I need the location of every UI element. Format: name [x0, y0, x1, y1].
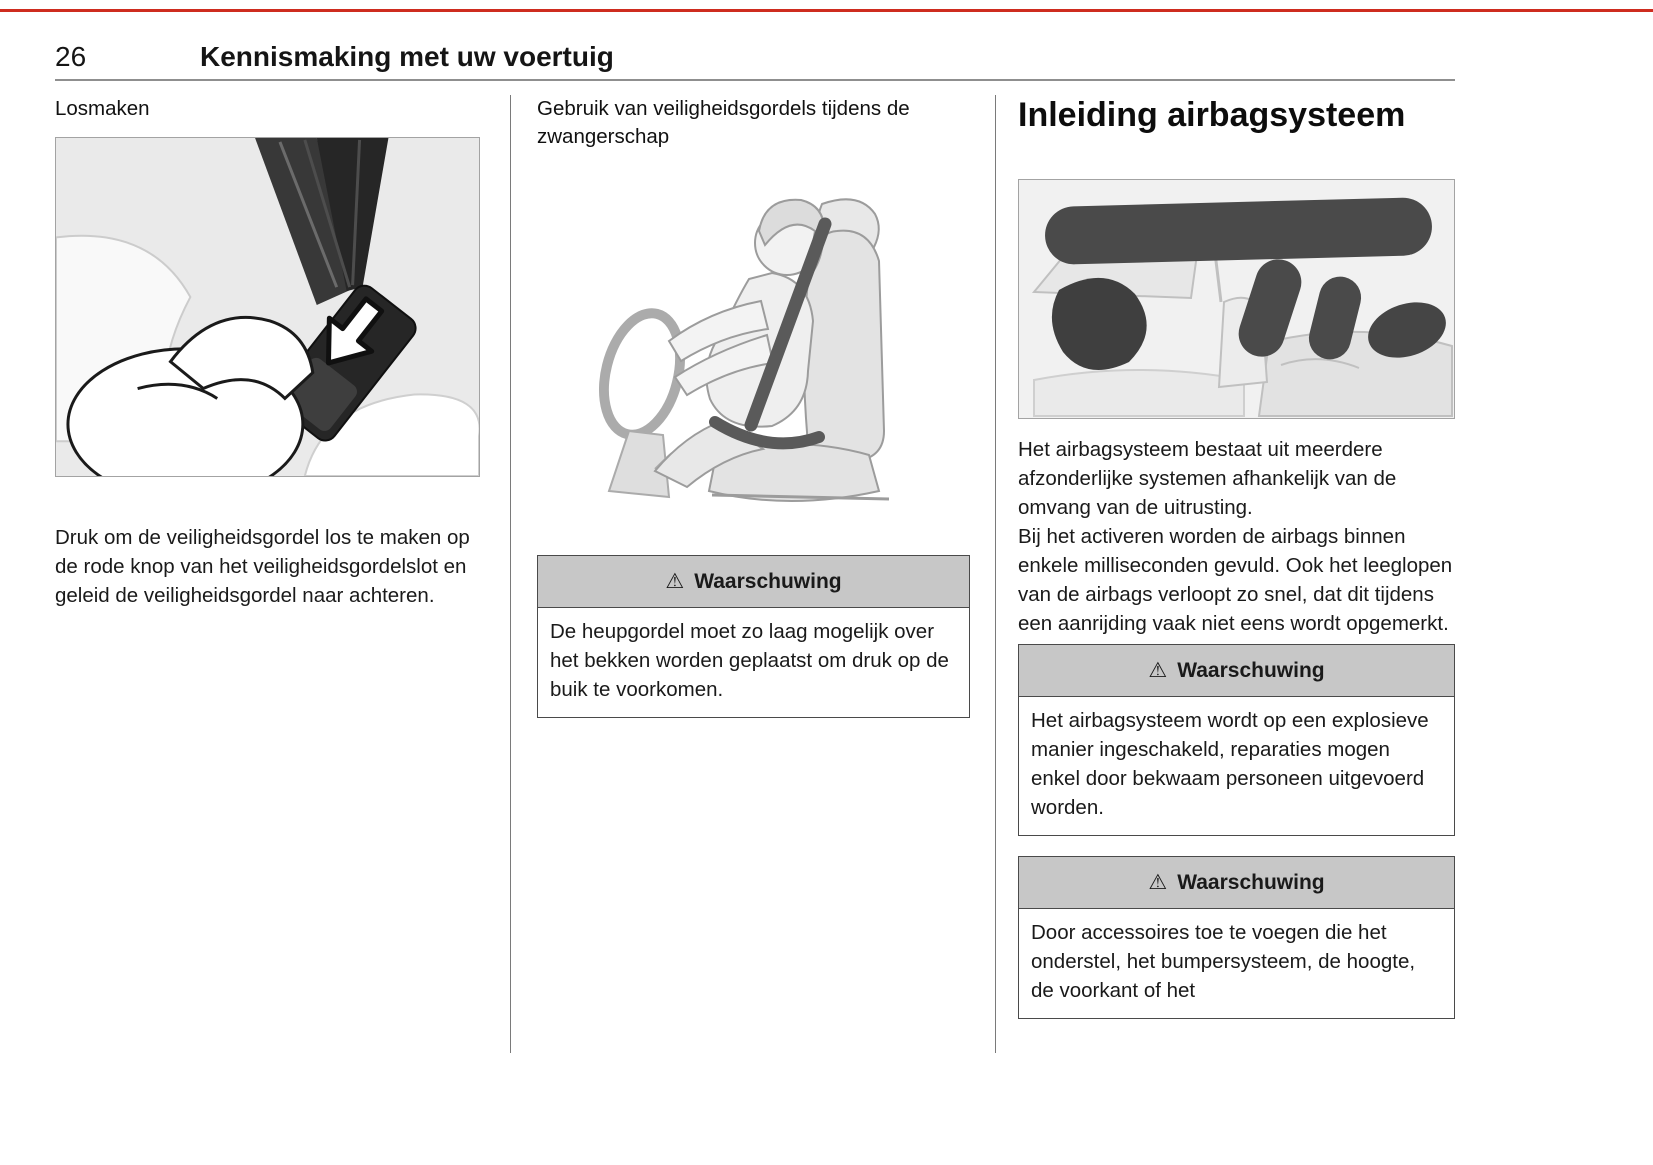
page-title: Kennismaking met uw voertuig — [200, 41, 614, 72]
page-number: 26 — [55, 41, 87, 72]
warning-title: Waarschuwing — [694, 570, 842, 593]
header-rule — [55, 79, 1455, 81]
losmaken-paragraph: Druk om de veiligheidsgordel los te maken op de rode knop van het veiligheidsgordelslot en geleid de veiligheidsgordel naar achteren. — [55, 526, 470, 607]
warning-title: Waarschuwing — [1177, 659, 1325, 682]
warning-icon: ⚠ — [1148, 871, 1168, 894]
warning-title: Waarschuwing — [1177, 871, 1325, 894]
column-right — [1018, 95, 1455, 1019]
warning-icon: ⚠ — [1148, 659, 1168, 682]
warning-header — [537, 555, 970, 608]
section-heading-airbag: Inleiding airbagsysteem — [1018, 96, 1406, 134]
column-left — [55, 95, 480, 610]
airbag-paragraph-1: Het airbagsysteem bestaat uit meerdere afzonderlijke systemen afhankelijk van de omvang van de uitrusting. — [1018, 438, 1397, 519]
warning-body: De heupgordel moet zo laag mogelijk over het bekken worden geplaatst om druk op de buik te voorkomen. — [537, 608, 970, 718]
section-heading-pregnancy: Gebruik van veiligheidsgordels tijdens de zwangerschap — [537, 97, 910, 148]
warning-header — [1018, 856, 1455, 909]
seatbelt-buckle-release-illustration — [55, 137, 480, 477]
column-middle — [537, 95, 970, 718]
warning-box-airbag-1 — [1018, 644, 1455, 836]
warning-body: Door accessoires toe te voegen die het onderstel, het bumpersysteem, de hoogte, de voorkant of het — [1018, 909, 1455, 1019]
airbag-system-drawing — [1019, 180, 1454, 418]
airbag-system-illustration — [1018, 179, 1455, 419]
top-red-rule — [0, 9, 1653, 12]
buckle-release-drawing — [56, 138, 479, 476]
airbag-paragraph-2: Bij het activeren worden de airbags binnen enkele milliseconden gevuld. Ook het leeglopen van de airbags verloopt zo snel, dat dit tijdens een aanrijding vaak niet eens wordt opgemerkt. — [1018, 525, 1453, 635]
warning-header — [1018, 644, 1455, 697]
pregnant-driver-drawing — [537, 169, 968, 509]
column-divider-1 — [510, 95, 511, 1053]
warning-box-pregnancy — [537, 555, 970, 718]
pregnant-driver-illustration — [537, 169, 968, 509]
warning-icon: ⚠ — [665, 570, 685, 593]
warning-box-airbag-2 — [1018, 856, 1455, 1019]
column-divider-2 — [995, 95, 996, 1053]
section-heading-losmaken: Losmaken — [55, 97, 150, 120]
warning-body: Het airbagsysteem wordt op een explosieve manier ingeschakeld, reparaties mogen enkel door bekwaam personeen uitgevoerd worden. — [1018, 697, 1455, 836]
